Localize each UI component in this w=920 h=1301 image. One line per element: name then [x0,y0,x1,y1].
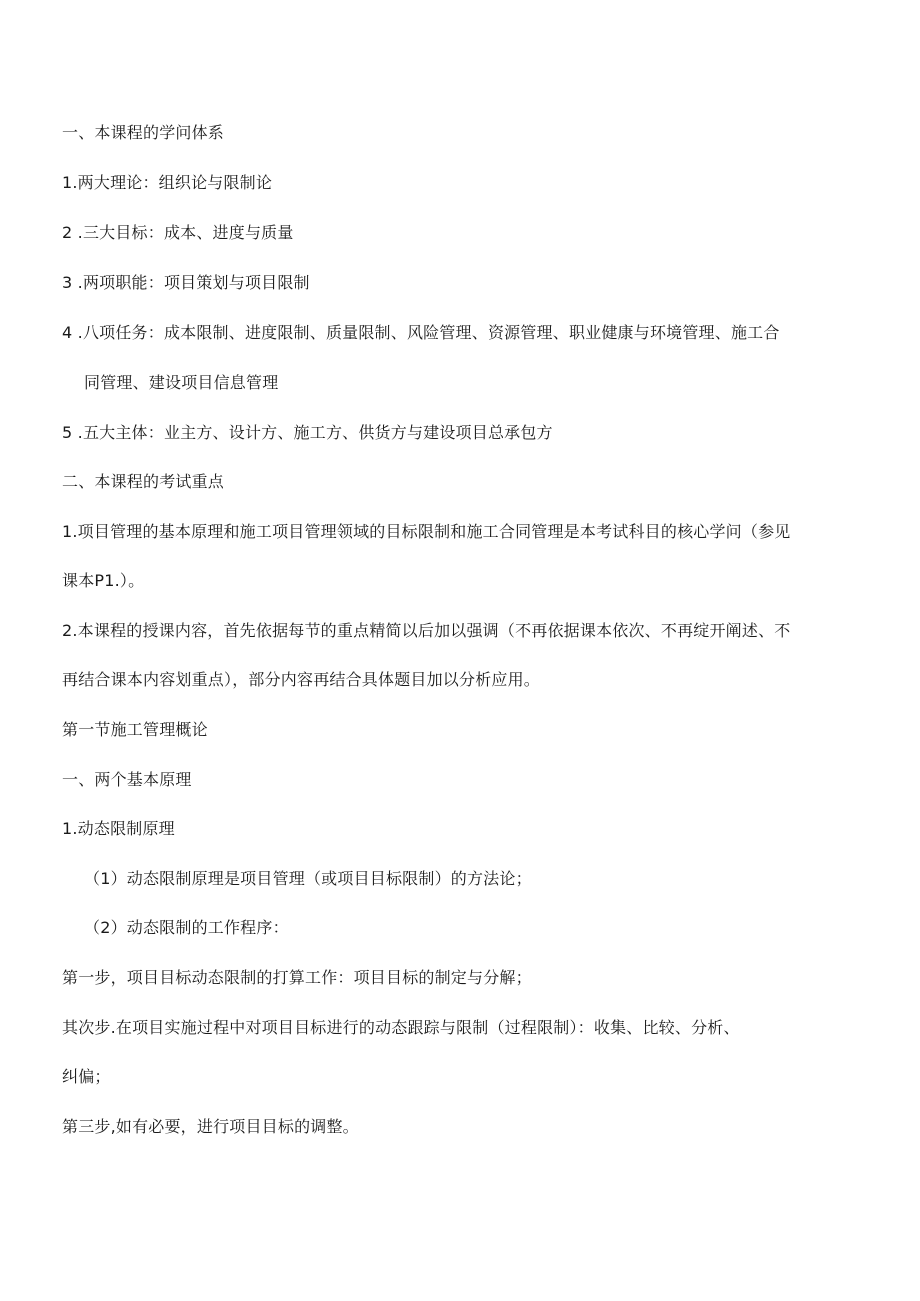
paragraph-teaching-content-continued: 再结合课本内容划重点），部分内容再结合具体题目加以分析应用。 [62,670,541,689]
heading-knowledge-system: 一、本课程的学问体系 [62,123,225,142]
paragraph-core-knowledge: 1.项目管理的基本原理和施工项目管理领域的目标限制和施工合同管理是本考试科目的核心学问（参见 [62,522,791,541]
step-two-continued: 纠偏； [62,1067,111,1086]
item-three-goals: 2 .三大目标：成本、进度与质量 [62,223,294,242]
item-eight-tasks: 4 .八项任务：成本限制、进度限制、质量限制、风险管理、资源管理、职业健康与环境管理、施工合 [62,323,780,342]
item-five-parties: 5 .五大主体：业主方、设计方、施工方、供货方与建设项目总承包方 [62,423,553,442]
subitem-work-procedure: （2）动态限制的工作程序： [84,918,289,937]
step-two: 其次步.在项目实施过程中对项目目标进行的动态跟踪与限制（过程限制）：收集、比较、分析、 [62,1018,740,1037]
item-dynamic-control: 1.动态限制原理 [62,819,175,838]
heading-exam-focus: 二、本课程的考试重点 [62,472,225,491]
item-two-functions: 3 .两项职能：项目策划与项目限制 [62,273,310,292]
item-eight-tasks-continued: 同管理、建设项目信息管理 [84,373,279,392]
subitem-methodology: （1）动态限制原理是项目管理（或项目目标限制）的方法论； [84,869,532,888]
paragraph-core-knowledge-continued: 课本P1.）。 [62,571,145,590]
section-title: 第一节施工管理概论 [62,720,208,739]
item-two-theories: 1.两大理论：组织论与限制论 [62,173,273,192]
paragraph-teaching-content: 2.本课程的授课内容，首先依据每节的重点精简以后加以强调（不再依据课本依次、不再绽开阐述、不 [62,621,791,640]
step-one: 第一步，项目目标动态限制的打算工作：项目目标的制定与分解； [62,968,532,987]
step-three: 第三步,如有必要，进行项目目标的调整。 [62,1117,359,1136]
heading-two-principles: 一、两个基本原理 [62,770,192,789]
